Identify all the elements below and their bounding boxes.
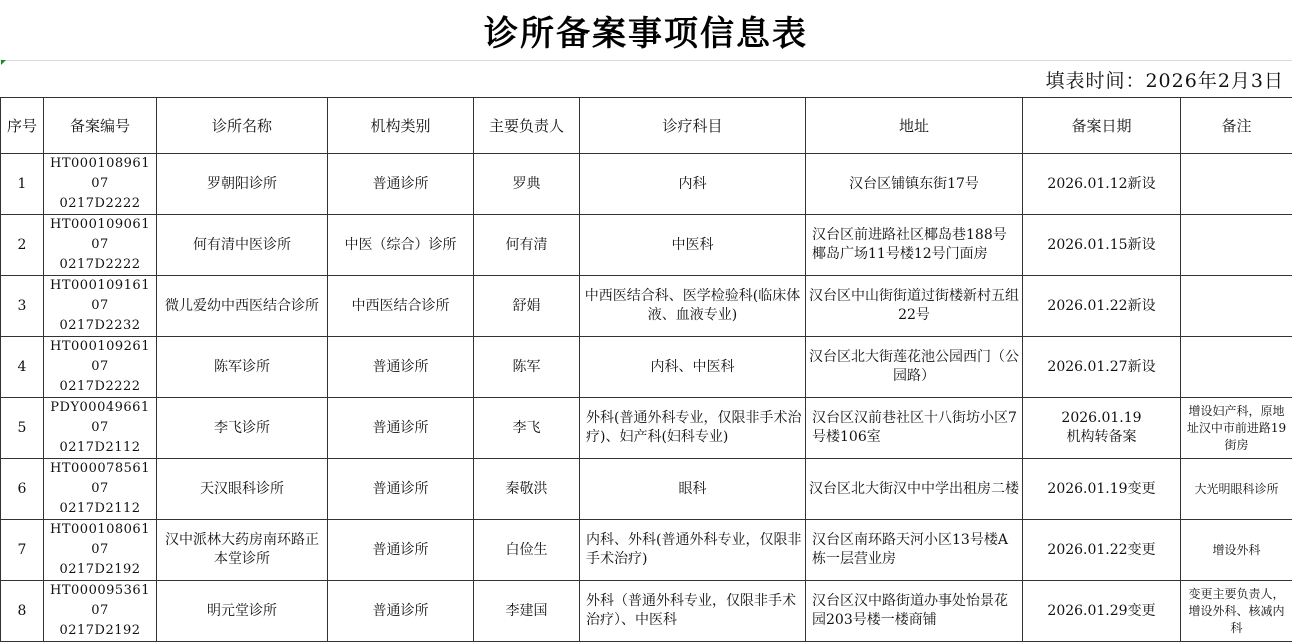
- cell-date: 2026.01.19变更: [1023, 459, 1181, 520]
- cell-code: [44, 154, 157, 215]
- fill-date: 填表时间：2026年2月3日: [1045, 66, 1284, 96]
- cell-type: 普通诊所: [328, 581, 474, 642]
- code-line-1: HT00010896107: [50, 156, 150, 191]
- cell-code: [44, 398, 157, 459]
- cell-note: 变更主要负责人，增设外科、核减内科: [1181, 581, 1292, 642]
- cell-subjects: 中西医结合科、医学检验科(临床体液、血液专业): [580, 276, 806, 337]
- code-line-1: HT00009536107: [50, 583, 150, 618]
- cell-note: 增设外科: [1181, 520, 1292, 581]
- cell-type: 普通诊所: [328, 459, 474, 520]
- cell-no: 7: [1, 520, 44, 581]
- cell-person: 陈军: [474, 337, 580, 398]
- cell-subjects: 内科、外科(普通外科专业，仅限非手术治疗): [580, 520, 806, 581]
- cell-note: [1181, 154, 1292, 215]
- cell-date: 2026.01.15新设: [1023, 215, 1181, 276]
- col-header-code: 备案编号: [44, 98, 157, 154]
- cell-note: 增设妇产科，原地址汉中市前进路19街房: [1181, 398, 1292, 459]
- cell-code: [44, 581, 157, 642]
- header-row: [1, 98, 1292, 154]
- cell-address: 汉台区南环路天河小区13号楼A栋一层营业房: [806, 520, 1023, 581]
- cell-no: 6: [1, 459, 44, 520]
- cell-code: [44, 520, 157, 581]
- cell-person: 白俭生: [474, 520, 580, 581]
- table-row: [1, 581, 1292, 642]
- table-row: [1, 459, 1292, 520]
- cell-address: 汉台区北大街汉中中学出租房二楼: [806, 459, 1023, 520]
- table-row: [1, 154, 1292, 215]
- col-header-type: 机构类别: [328, 98, 474, 154]
- code-line-1: HT00010806107: [50, 522, 150, 557]
- table-row: [1, 337, 1292, 398]
- cell-person: 何有清: [474, 215, 580, 276]
- cell-subjects: 外科（普通外科专业，仅限非手术治疗）、中医科: [580, 581, 806, 642]
- cell-subjects: 内科、中医科: [580, 337, 806, 398]
- cell-subjects: 中医科: [580, 215, 806, 276]
- cell-date: 2026.01.22变更: [1023, 520, 1181, 581]
- cell-person: 李飞: [474, 398, 580, 459]
- code-line-2: 0217D2222: [59, 379, 140, 394]
- cell-date: [1023, 398, 1181, 459]
- cell-note: 大光明眼科诊所: [1181, 459, 1292, 520]
- code-line-1: PDY0004966107: [50, 400, 149, 435]
- cell-person: 秦敬洪: [474, 459, 580, 520]
- cell-type: 中医（综合）诊所: [328, 215, 474, 276]
- cell-name: 罗朝阳诊所: [157, 154, 328, 215]
- cell-code: [44, 337, 157, 398]
- cell-name: 李飞诊所: [157, 398, 328, 459]
- cell-name: 明元堂诊所: [157, 581, 328, 642]
- cell-name: 微儿爱幼中西医结合诊所: [157, 276, 328, 337]
- cell-date: 2026.01.22新设: [1023, 276, 1181, 337]
- cell-type: 普通诊所: [328, 154, 474, 215]
- date-line-1: 2026.01.19: [1061, 410, 1141, 426]
- col-header-subjects: 诊疗科目: [580, 98, 806, 154]
- cell-no: 1: [1, 154, 44, 215]
- date-line-2: 机构转备案: [1067, 429, 1137, 445]
- col-header-date: 备案日期: [1023, 98, 1181, 154]
- cell-no: 4: [1, 337, 44, 398]
- cell-no: 8: [1, 581, 44, 642]
- cell-comment-marker: [1, 60, 6, 65]
- cell-name: 陈军诊所: [157, 337, 328, 398]
- cell-person: 舒娟: [474, 276, 580, 337]
- col-header-no: 序号: [1, 98, 44, 154]
- cell-code: [44, 215, 157, 276]
- cell-type: 中西医结合诊所: [328, 276, 474, 337]
- cell-address: 汉台区北大街莲花池公园西门（公园路）: [806, 337, 1023, 398]
- cell-name: 何有清中医诊所: [157, 215, 328, 276]
- cell-address: 汉台区汉中路街道办事处怡景花园203号楼一楼商铺: [806, 581, 1023, 642]
- page-title: 诊所备案事项信息表: [0, 0, 1292, 60]
- cell-date: 2026.01.29变更: [1023, 581, 1181, 642]
- code-line-2: 0217D2112: [59, 440, 140, 455]
- col-header-note: 备注: [1181, 98, 1292, 154]
- cell-address: 汉台区中山街街道过街楼新村五组22号: [806, 276, 1023, 337]
- cell-subjects: 内科: [580, 154, 806, 215]
- table-row: [1, 520, 1292, 581]
- cell-no: 5: [1, 398, 44, 459]
- cell-name: 天汉眼科诊所: [157, 459, 328, 520]
- cell-subjects: 眼科: [580, 459, 806, 520]
- code-line-2: 0217D2222: [59, 196, 140, 211]
- code-line-1: HT00010926107: [50, 339, 150, 374]
- cell-type: 普通诊所: [328, 337, 474, 398]
- code-line-2: 0217D2222: [59, 257, 140, 272]
- cell-date: 2026.01.12新设: [1023, 154, 1181, 215]
- cell-code: [44, 459, 157, 520]
- cell-note: [1181, 337, 1292, 398]
- divider: [0, 60, 1292, 61]
- cell-person: 李建国: [474, 581, 580, 642]
- code-line-2: 0217D2192: [59, 623, 140, 638]
- cell-note: [1181, 215, 1292, 276]
- cell-address: 汉台区前进路社区椰岛巷188号椰岛广场11号楼12号门面房: [806, 215, 1023, 276]
- code-line-1: HT00010906107: [50, 217, 150, 252]
- table-row: [1, 215, 1292, 276]
- cell-no: 2: [1, 215, 44, 276]
- cell-type: 普通诊所: [328, 398, 474, 459]
- cell-address: 汉台区铺镇东街17号: [806, 154, 1023, 215]
- col-header-name: 诊所名称: [157, 98, 328, 154]
- cell-note: [1181, 276, 1292, 337]
- cell-date: 2026.01.27新设: [1023, 337, 1181, 398]
- code-line-2: 0217D2192: [59, 562, 140, 577]
- code-line-2: 0217D2232: [59, 318, 140, 333]
- code-line-1: HT00007856107: [50, 461, 150, 496]
- cell-person: 罗典: [474, 154, 580, 215]
- cell-no: 3: [1, 276, 44, 337]
- cell-address: 汉台区汉前巷社区十八街坊小区7号楼106室: [806, 398, 1023, 459]
- code-line-1: HT00010916107: [50, 278, 150, 313]
- code-line-2: 0217D2112: [59, 501, 140, 516]
- cell-code: [44, 276, 157, 337]
- cell-type: 普通诊所: [328, 520, 474, 581]
- clinic-table: [0, 97, 1292, 642]
- table-row: [1, 398, 1292, 459]
- col-header-address: 地址: [806, 98, 1023, 154]
- cell-name: 汉中派林大药房南环路正本堂诊所: [157, 520, 328, 581]
- cell-subjects: 外科(普通外科专业，仅限非手术治疗)、妇产科(妇科专业): [580, 398, 806, 459]
- col-header-person: 主要负责人: [474, 98, 580, 154]
- table-row: [1, 276, 1292, 337]
